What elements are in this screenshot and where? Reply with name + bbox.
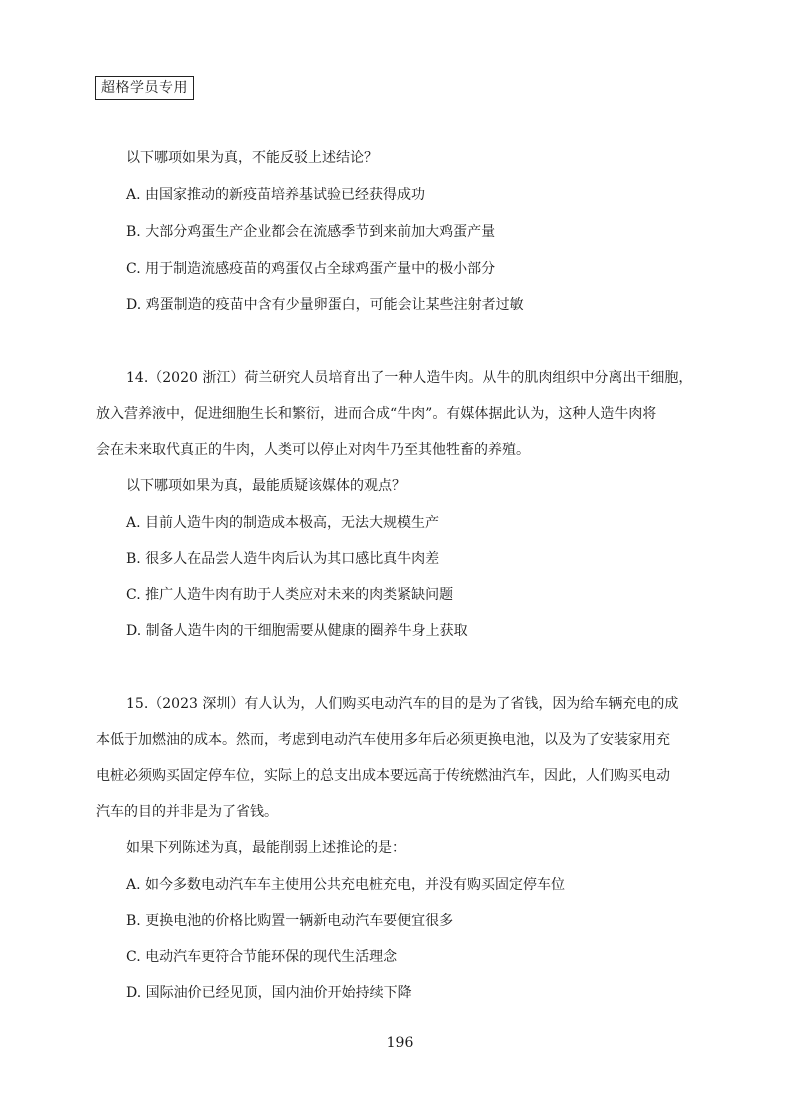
q14-option-c: C. 推广人造牛肉有助于人类应对未来的肉类紧缺问题 (126, 587, 454, 603)
q13-option-a: A. 由国家推动的新疫苗培养基试验已经获得成功 (126, 187, 426, 203)
q15-passage-line: 本低于加燃油的成本。然而，考虑到电动汽车使用多年后必须更换电池，以及为了安装家用充 (96, 732, 670, 748)
q14-option-d: D. 制备人造牛肉的干细胞需要从健康的圈养牛身上获取 (126, 623, 468, 639)
q13-stem: 以下哪项如果为真，不能反驳上述结论？ (126, 150, 378, 166)
q15-passage-line: 汽车的目的并非是为了省钱。 (96, 804, 278, 820)
q15-option-d: D. 国际油价已经见顶，国内油价开始持续下降 (126, 985, 412, 1001)
q14-stem: 以下哪项如果为真，最能质疑该媒体的观点？ (126, 478, 406, 494)
q15-option-c: C. 电动汽车更符合节能环保的现代生活理念 (126, 949, 398, 965)
q14-passage-line: 放入营养液中，促进细胞生长和繁衍，进而合成“牛肉”。有媒体据此认为，这种人造牛肉将 (96, 406, 657, 422)
q15-passage-line: 电桩必须购买固定停车位，实际上的总支出成本要远高于传统燃油汽车，因此，人们购买电动 (96, 768, 670, 784)
q15-option-b: B. 更换电池的价格比购置一辆新电动汽车要便宜很多 (126, 913, 454, 929)
q15-stem: 如果下列陈述为真，最能削弱上述推论的是： (126, 840, 406, 856)
page-number: 196 (386, 1035, 414, 1051)
q13-option-c: C. 用于制造流感疫苗的鸡蛋仅占全球鸡蛋产量中的极小部分 (126, 261, 496, 277)
member-only-stamp: 超格学员专用 (95, 76, 194, 100)
q13-option-d: D. 鸡蛋制造的疫苗中含有少量卵蛋白，可能会让某些注射者过敏 (126, 297, 524, 313)
q15-option-a: A. 如今多数电动汽车车主使用公共充电桩充电，并没有购买固定停车位 (126, 877, 566, 893)
q14-passage-line: 会在未来取代真正的牛肉，人类可以停止对肉牛乃至其他牲畜的养殖。 (96, 442, 530, 458)
q14-option-b: B. 很多人在品尝人造牛肉后认为其口感比真牛肉差 (126, 551, 440, 567)
q14-option-a: A. 目前人造牛肉的制造成本极高，无法大规模生产 (126, 515, 440, 531)
q14-passage-line: 14.（2020 浙江）荷兰研究人员培育出了一种人造牛肉。从牛的肌肉组织中分离出干细胞， (126, 370, 693, 386)
q15-passage-line: 15.（2023 深圳）有人认为，人们购买电动汽车的目的是为了省钱，因为给车辆充电的成 (126, 696, 679, 712)
q13-option-b: B. 大部分鸡蛋生产企业都会在流感季节到来前加大鸡蛋产量 (126, 224, 496, 240)
